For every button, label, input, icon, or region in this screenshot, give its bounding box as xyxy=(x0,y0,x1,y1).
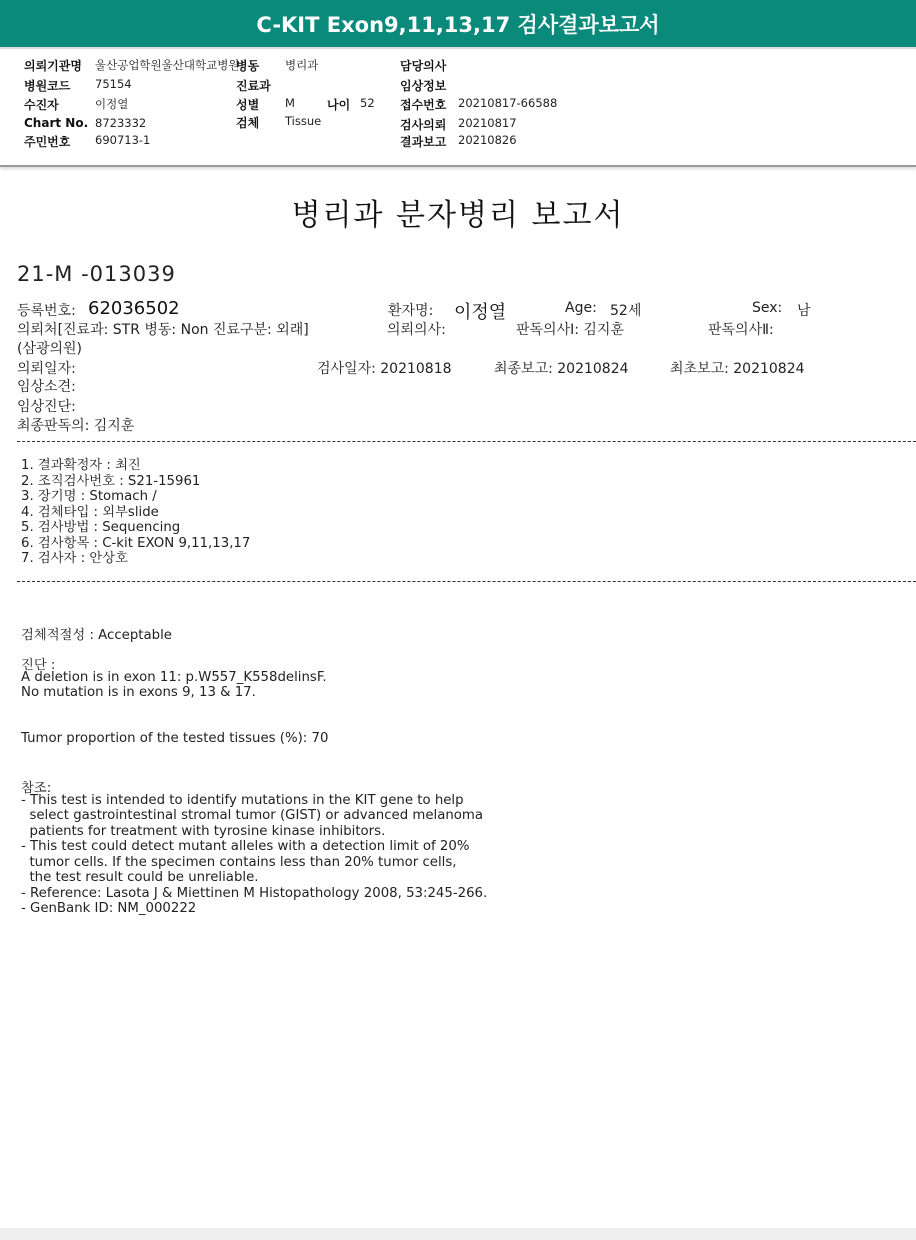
clinical-info-label: 임상정보 xyxy=(400,79,447,93)
receipt-value: 20210817-66588 xyxy=(458,96,558,110)
request-doctor: 의뢰의사: xyxy=(387,322,446,338)
id-label: 주민번호 xyxy=(24,135,71,149)
age-value: 52 xyxy=(360,96,375,110)
registration-value: 62036502 xyxy=(88,298,180,319)
diagnosis-line: No mutation is in exons 9, 13 & 17. xyxy=(21,685,256,700)
hospital-code-label: 병원코드 xyxy=(24,79,71,93)
chart-value: 8723332 xyxy=(95,116,147,130)
list-item: 4. 검체타입 : 외부slide xyxy=(21,505,159,520)
final-reader: 최종판독의: 김지훈 xyxy=(17,418,135,434)
reader-two: 판독의사Ⅱ: xyxy=(708,322,774,338)
diagnosis-line: A deletion is in exon 11: p.W557_K558delinsF. xyxy=(21,670,327,685)
test-date: 검사일자: 20210818 xyxy=(317,361,452,377)
report-date-value: 20210826 xyxy=(458,133,517,147)
receipt-label: 접수번호 xyxy=(400,98,447,112)
reference-line: - GenBank ID: NM_000222 xyxy=(21,901,197,916)
ward-value: 병리과 xyxy=(285,58,319,72)
list-item: 2. 조직검사번호 : S21-15961 xyxy=(21,474,201,489)
sex-label: 성별 xyxy=(236,98,260,112)
age-label-report: Age: xyxy=(565,300,597,316)
id-value: 690713-1 xyxy=(95,133,151,147)
reference-line: tumor cells. If the specimen contains less than 20% tumor cells, xyxy=(21,855,457,870)
divider-top xyxy=(17,441,916,442)
report-title-bar xyxy=(0,0,916,49)
hospital-code-value: 75154 xyxy=(95,77,132,91)
request-place: 의뢰처[진료과: STR 병동: Non 진료구분: 외래] xyxy=(17,322,309,338)
dept-label: 진료과 xyxy=(236,79,271,93)
physician-label: 담당의사 xyxy=(400,59,447,73)
list-item: 6. 검사항목 : C-kit EXON 9,11,13,17 xyxy=(21,536,251,551)
list-item: 7. 검사자 : 안상호 xyxy=(21,551,128,566)
sex-value: M xyxy=(285,96,295,110)
patient-label: 수진자 xyxy=(24,98,59,112)
registration-label: 등록번호: xyxy=(17,303,76,319)
reference-line: the test result could be unreliable. xyxy=(21,870,259,885)
reference-line: select gastrointestinal stromal tumor (GIST) or advanced melanoma xyxy=(21,808,484,823)
request-label: 검사의뢰 xyxy=(400,118,447,132)
institution-value: 울산공업학원울산대학교병원 xyxy=(95,58,240,72)
divider-bottom xyxy=(17,581,916,582)
footer-strip xyxy=(0,1228,916,1240)
list-item: 1. 결과확정자 : 최진 xyxy=(21,458,141,473)
clinical-findings: 임상소견: xyxy=(17,379,76,395)
sex-value-report: 남 xyxy=(797,303,811,319)
request-value: 20210817 xyxy=(458,116,517,130)
reference-label: 참조: xyxy=(21,781,52,796)
age-label: 나이 xyxy=(327,98,351,112)
patient-value: 이정열 xyxy=(95,97,129,111)
reference-line: patients for treatment with tyrosine kinase inhibitors. xyxy=(21,824,386,839)
case-number: 21-M -013039 xyxy=(17,262,176,286)
request-date: 의뢰일자: xyxy=(17,361,76,377)
patient-name-label: 환자명: xyxy=(388,303,434,319)
list-item: 3. 장기명 : Stomach / xyxy=(21,489,157,504)
list-item: 5. 검사방법 : Sequencing xyxy=(21,520,181,535)
reference-line: - This test is intended to identify mutations in the KIT gene to help xyxy=(21,793,464,808)
chart-label: Chart No. xyxy=(24,116,89,130)
report-title: C-KIT Exon9,11,13,17 검사결과보고서 xyxy=(256,12,660,37)
tumor-proportion: Tumor proportion of the tested tissues (%): 70 xyxy=(21,731,329,746)
institution-label: 의뢰기관명 xyxy=(24,59,82,73)
sex-label-report: Sex: xyxy=(752,300,783,316)
reference-line: - Reference: Lasota J & Miettinen M Histopathology 2008, 53:245-266. xyxy=(21,886,488,901)
document-title: 병리과 분자병리 보고서 xyxy=(291,198,625,233)
clinic-name: (삼광의원) xyxy=(17,341,83,357)
patient-name-value: 이정열 xyxy=(454,302,507,323)
reference-line: - This test could detect mutant alleles with a detection limit of 20% xyxy=(21,839,470,854)
report-date-label: 결과보고 xyxy=(400,135,447,149)
specimen-value: Tissue xyxy=(285,114,322,128)
ward-label: 병동 xyxy=(236,59,260,73)
specimen-adequacy: 검체적절성 : Acceptable xyxy=(21,628,172,643)
final-report-date: 최종보고: 20210824 xyxy=(494,361,629,377)
age-value-report: 52세 xyxy=(610,303,642,319)
first-report-date: 최초보고: 20210824 xyxy=(670,361,805,377)
patient-header xyxy=(0,49,916,167)
reader-one: 판독의사Ⅰ: 김지훈 xyxy=(516,322,624,338)
specimen-label: 검체 xyxy=(236,116,260,130)
diagnosis-label: 진단 : xyxy=(21,658,56,673)
clinical-diagnosis: 임상진단: xyxy=(17,399,76,415)
